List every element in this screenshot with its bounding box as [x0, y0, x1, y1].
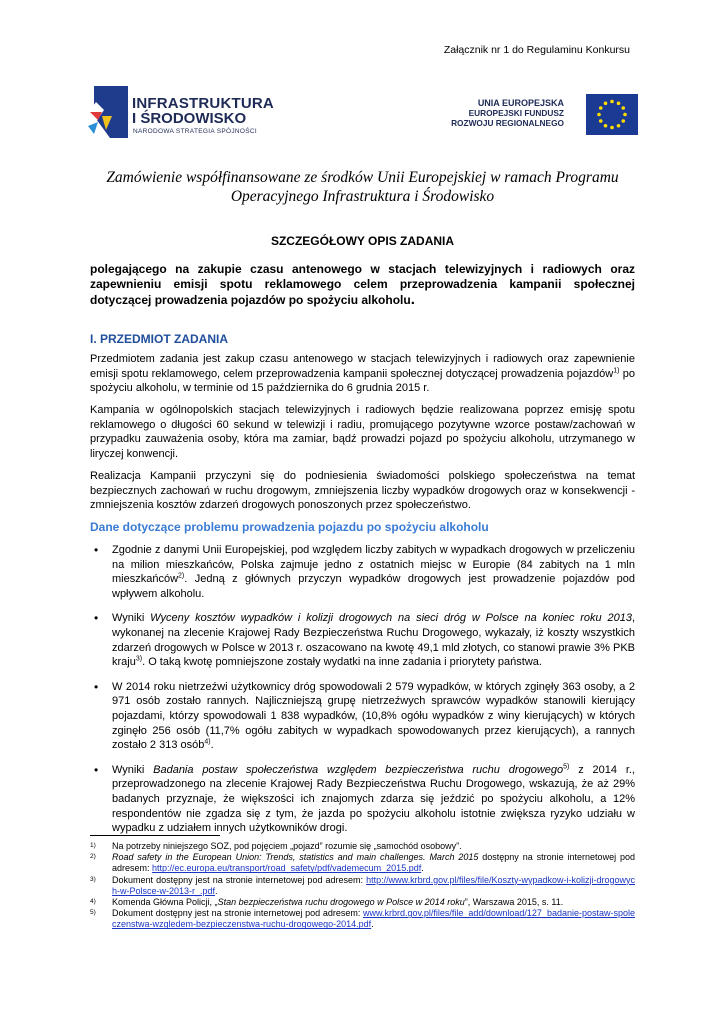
document-title: SZCZEGÓŁOWY OPIS ZADANIA	[270, 234, 455, 248]
eu-star-icon	[621, 106, 625, 110]
eu-line2: EUROPEJSKI FUNDUSZ	[468, 108, 564, 118]
logo-left-line1: INFRASTRUKTURA	[132, 95, 274, 112]
eu-star-icon	[599, 106, 603, 110]
footnote-4: 4) Komenda Główna Policji, „Stan bezpieczeństwa ruchu drogowego w Polsce w 2014 roku”, Warszawa 2015, s. 11.	[90, 897, 564, 908]
footnote-2-link[interactable]: http://ec.europa.eu/transport/road_safety/pdf/vademecum_2015.pdf	[152, 863, 422, 874]
footnote-divider	[90, 835, 220, 836]
paragraph-subject: Przedmiotem zadania jest zakup czasu antenowego w stacjach telewizyjnych i radiowych oraz zapewnienie emisji spotu reklamowego, celem przeprowadzenia kampanii społecznej dotyczącej prowadzenia pojazdów$^{1)}$ po spożyciu alkoholu, w terminie od 15 października do 6 grudnia 2015 r.	[90, 353, 635, 395]
eu-star-icon	[610, 100, 614, 104]
logo-left-line2: I ŚRODOWISKO	[132, 110, 247, 127]
eu-star-icon	[617, 101, 621, 105]
paragraph-goal: Realizacja Kampanii przyczyni się do podniesienia świadomości polskiego społeczeństwa na temat bezpiecznych zachowań w ruchu drogowym, zmniejszenia liczby wypadków drogowych oraz w konsekwencji - zmniejszenia kosztów zdarzeń drogowych ponoszonych przez społeczeństwo.	[90, 470, 635, 512]
eu-star-icon	[599, 119, 603, 123]
footnotes	[90, 841, 635, 931]
eu-star-icon	[597, 113, 601, 117]
eu-line3: ROZWOJU REGIONALNEGO	[451, 118, 564, 128]
eu-star-icon	[623, 113, 627, 117]
infrastruktura-logo	[88, 86, 273, 142]
cofinancing-note: Zamówienie współfinansowane ze środków Unii Europejskiej w ramach Programu Operacyjnego Infrastruktura i Środowisko	[106, 169, 619, 205]
eu-flag-icon	[586, 94, 638, 135]
eu-star-icon	[604, 101, 608, 105]
paragraph-campaign: Kampania w ogólnopolskich stacjach telewizyjnych i radiowych będzie realizowana poprzez emisję spotu reklamowego o długości 60 sekund w telewizji i radiu, promującego pozytywne wzorce postaw/zachowań w przypadku zauważenia osoby, która ma zamiar, bądź prowadzi pojazd po spożyciu alkoholu, utrzymanego w liryczej konwencji.	[90, 404, 635, 460]
logo-left-line3: NARODOWA STRATEGIA SPÓJNOŚCI	[133, 128, 257, 135]
list-item: • W 2014 roku nietrzeźwi użytkownicy dróg spowodowali 2 579 wypadków, w których zginęły 363 osoby, a 2 971 osób zostało rannych. Najliczniejszą grupę nietrzeźwych sprawców wypadków stanowili kierujący pojazdami, którzy spowodowali 1 838 wypadków, (10,8% ogółu wypadków z winy kierujących) w których zginęło 256 osób (11,7% ogółu zabitych w wypadkach spowodowanych przez kierujących), a rannych zostało 2 313 osób$^{4)}$.	[90, 680, 635, 753]
data-bullet-list	[90, 543, 635, 836]
eu-star-icon	[610, 126, 614, 130]
section-heading-subject: I. PRZEDMIOT ZADANIA	[90, 332, 228, 346]
footnote-2: 2) Road safety in the European Union: Trends, statistics and main challenges. March 2015 dostępny na stronie internetowej pod adresem: http://ec.europa.eu/transport/road_safety/pdf/vademecum_2015.pdf.	[90, 852, 635, 874]
footnote-3: 3) Dokument dostępny jest na stronie internetowej pod adresem: http://www.krbrd.gov.pl/files/file/Koszty-wypadkow-i-kolizji-drogowych-w-Polsce-w-2013-r_.pdf.	[90, 874, 635, 896]
eu-logo	[448, 94, 638, 138]
eu-star-icon	[617, 124, 621, 128]
list-item: • Wyniki Badania postaw społeczeństwa względem bezpieczeństwa ruchu drogowego$^{5)}$ z 2014 r., przeprowadzonego na zlecenie Krajowej Rady Bezpieczeństwa Ruchu Drogowego, wskazują, że aż 29% badanych przyznaje, że większości ich znajomych zdarza się jeździć po spożyciu alkoholu, a 12% respondentów nie zgadza się z tym, że jazda po spożyciu alkoholu istotnie zwiększa ryzyko udziału w wypadku z udziałem innych użytkowników drogi.	[90, 763, 635, 836]
annex-label: Załącznik nr 1 do Regulaminu Konkursu	[443, 44, 630, 56]
section-heading-data: Dane dotyczące problemu prowadzenia pojazdu po spożyciu alkoholu	[90, 520, 489, 534]
document-subtitle: polegającego na zakupie czasu antenowego w stacjach telewizyjnych i radiowych oraz zapewnieniu emisji spotu reklamowego celem przeprowadzenia kampanii społecznej dotyczącej prowadzenia pojazdów po spożyciu alkoholu.	[90, 262, 635, 308]
list-item: • Wyniki Wyceny kosztów wypadków i kolizji drogowych na sieci dróg w Polsce na koniec roku 2013, wykonanej na zlecenie Krajowej Rady Bezpieczeństwa Ruchu Drogowego, wykazały, iż koszty wszystkich zdarzeń drogowych w Polsce w 2013 r. oszacowano na kwotę 49,1 mld złotych, co stanowi prawie 3% PKB kraju$^{3)}$. O taką kwotę pomniejszone zostały wydatki na inne zadania i priorytety państwa.	[90, 611, 635, 669]
footnote-1: 1) Na potrzeby niniejszego SOZ, pod pojęciem „pojazd” rozumie się „samochód osobowy”.	[90, 841, 462, 851]
footnote-3-link[interactable]: http://www.krbrd.gov.pl/files/file/Koszty-wypadkow-i-kolizji-drogowych-w-Polsce-w-2013-r_.pdf	[112, 874, 635, 896]
eu-line1: UNIA EUROPEJSKA	[477, 98, 564, 108]
eu-star-icon	[621, 119, 625, 123]
list-item: • Zgodnie z danymi Unii Europejskiej, pod względem liczby zabitych w wypadkach drogowych w przeliczeniu na milion mieszkańców, Polska zajmuje jedno z ostatnich miejsc w Europie (84 zabitych na 1 mln mieszkańców$^{2)}$. Jedną z głównych przyczyn wypadków drogowych jest prowadzenie pojazdów pod wpływem alkoholu.	[90, 543, 635, 601]
infrastruktura-mark-icon	[88, 86, 128, 138]
eu-star-icon	[604, 124, 608, 128]
footnote-5-link[interactable]: www.krbrd.gov.pl/files/file_add/download/127_badanie-postaw-spoleczenstwa-wzgledem-bezpieczenstwa-ruchu-drogowego-2014.pdf	[112, 908, 635, 930]
footnote-5: 5) Dokument dostępny jest na stronie internetowej pod adresem: www.krbrd.gov.pl/files/file_add/download/127_badanie-postaw-spoleczenstwa-wzgledem-bezpieczenstwa-ruchu-drogowego-2014.pdf.	[90, 908, 635, 930]
